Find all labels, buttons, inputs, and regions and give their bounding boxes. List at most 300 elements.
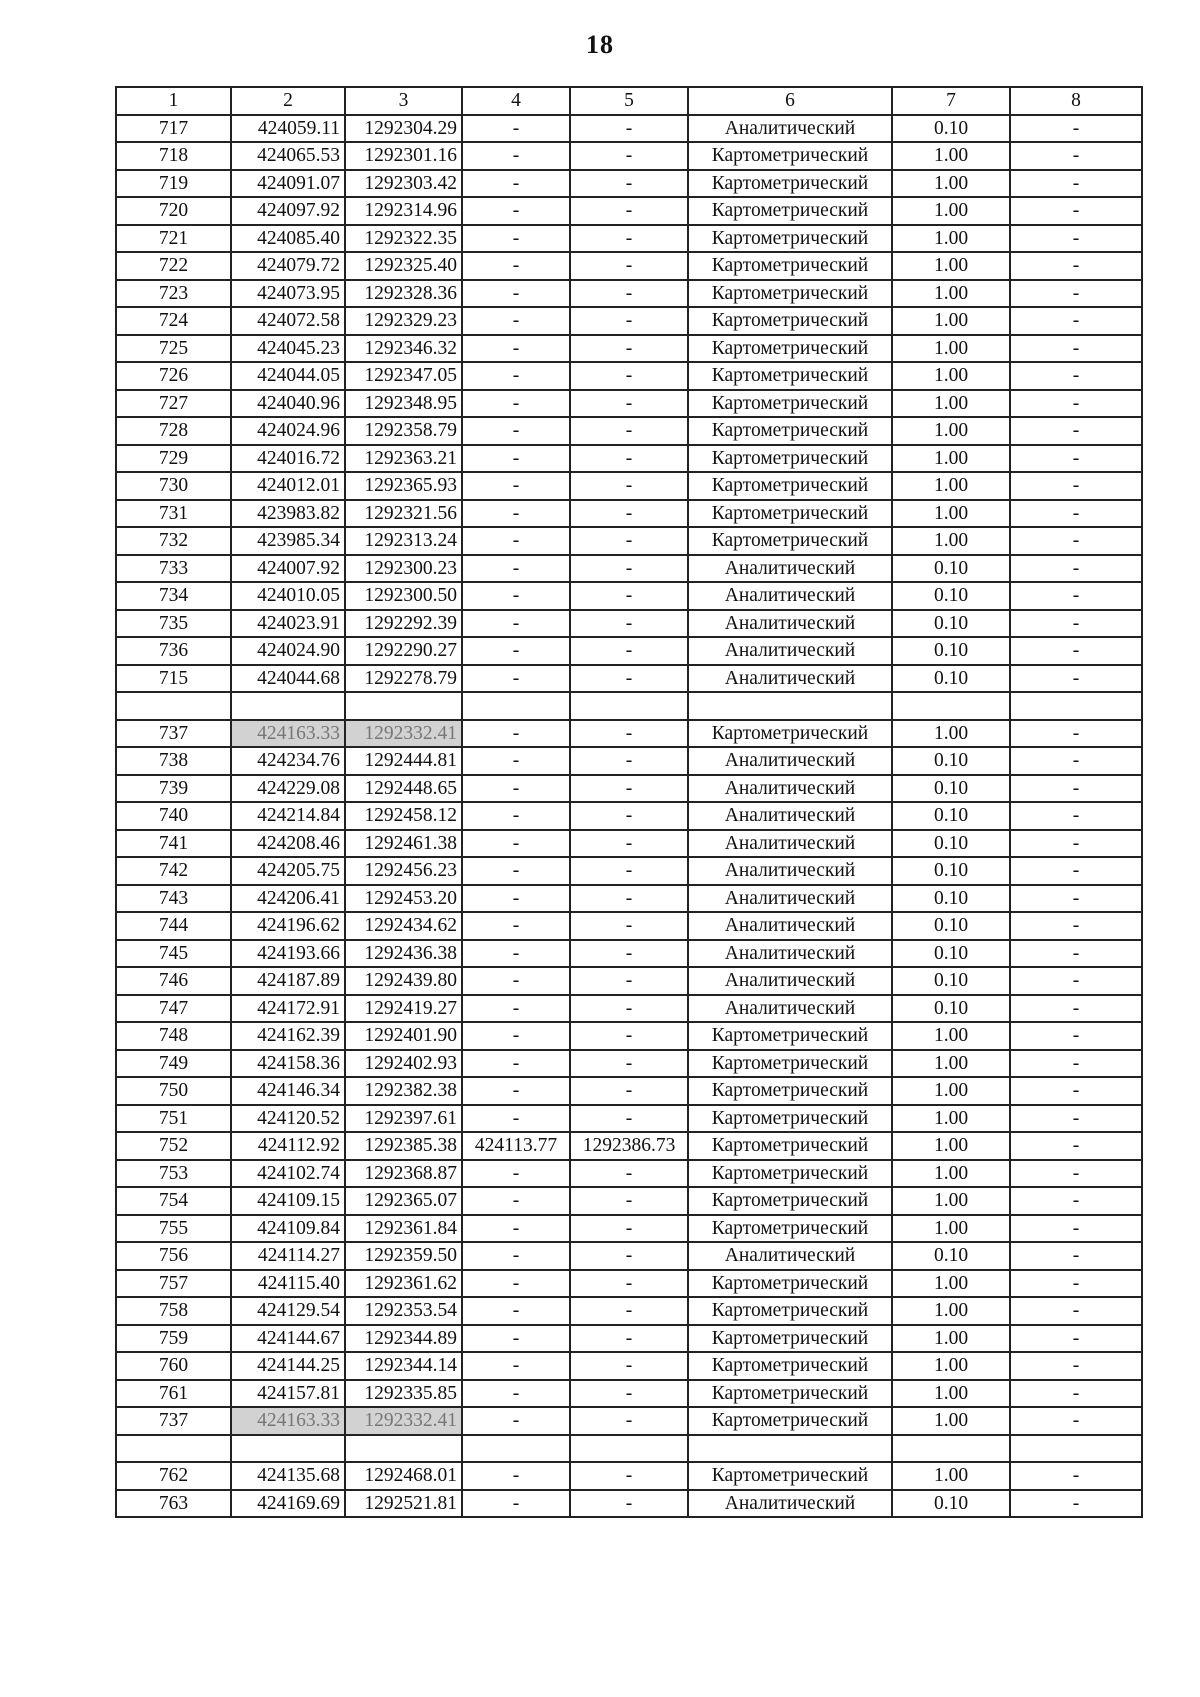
x-coordinate-cell: 424091.07: [231, 170, 345, 198]
x-alt-coordinate-cell: -: [462, 885, 570, 913]
method-cell: Аналитический: [688, 775, 892, 803]
method-cell: Картометрический: [688, 1050, 892, 1078]
x-alt-coordinate-cell: -: [462, 500, 570, 528]
note-cell: -: [1010, 582, 1142, 610]
y-coordinate-cell: 1292521.81: [345, 1490, 462, 1518]
x-coordinate-cell: 424234.76: [231, 747, 345, 775]
accuracy-cell: 0.10: [892, 637, 1010, 665]
y-coordinate-cell: 1292314.96: [345, 197, 462, 225]
accuracy-cell: 0.10: [892, 967, 1010, 995]
method-cell: Аналитический: [688, 610, 892, 638]
header-cell: 8: [1010, 87, 1142, 115]
method-cell: Картометрический: [688, 1022, 892, 1050]
table-row: [116, 1352, 1142, 1380]
accuracy-cell: 1.00: [892, 417, 1010, 445]
separator-row: [116, 692, 1142, 720]
note-cell: -: [1010, 1022, 1142, 1050]
note-cell: -: [1010, 747, 1142, 775]
x-coordinate-cell: 424023.91: [231, 610, 345, 638]
note-cell: -: [1010, 280, 1142, 308]
note-cell: -: [1010, 472, 1142, 500]
note-cell: -: [1010, 362, 1142, 390]
table-row: [116, 142, 1142, 170]
x-alt-coordinate-cell: -: [462, 417, 570, 445]
method-cell: Аналитический: [688, 912, 892, 940]
table-row: [116, 1242, 1142, 1270]
accuracy-cell: 1.00: [892, 307, 1010, 335]
y-alt-coordinate-cell: -: [570, 720, 688, 748]
y-alt-coordinate-cell: -: [570, 1105, 688, 1133]
point-number-cell: 750: [116, 1077, 231, 1105]
table-row: [116, 555, 1142, 583]
y-alt-coordinate-cell: -: [570, 1407, 688, 1435]
y-coordinate-cell: 1292344.14: [345, 1352, 462, 1380]
note-cell: -: [1010, 1490, 1142, 1518]
note-cell: -: [1010, 335, 1142, 363]
y-alt-coordinate-cell: -: [570, 665, 688, 693]
table-row: [116, 1490, 1142, 1518]
accuracy-cell: 1.00: [892, 1160, 1010, 1188]
table-row: [116, 362, 1142, 390]
x-alt-coordinate-cell: -: [462, 995, 570, 1023]
table-row: [116, 115, 1142, 143]
table-row: [116, 252, 1142, 280]
x-alt-coordinate-cell: -: [462, 1160, 570, 1188]
method-cell: Аналитический: [688, 665, 892, 693]
note-cell: -: [1010, 445, 1142, 473]
y-alt-coordinate-cell: -: [570, 1187, 688, 1215]
method-cell: Картометрический: [688, 1187, 892, 1215]
y-alt-coordinate-cell: -: [570, 995, 688, 1023]
point-number-cell: 757: [116, 1270, 231, 1298]
x-coordinate-cell: 424214.84: [231, 802, 345, 830]
x-coordinate-cell: 424073.95: [231, 280, 345, 308]
page-number: 18: [586, 30, 614, 59]
table-row: [116, 857, 1142, 885]
table-row: [116, 1270, 1142, 1298]
y-coordinate-cell: 1292397.61: [345, 1105, 462, 1133]
x-coordinate-cell: 423985.34: [231, 527, 345, 555]
note-cell: -: [1010, 527, 1142, 555]
x-alt-coordinate-cell: -: [462, 775, 570, 803]
point-number-cell: 723: [116, 280, 231, 308]
y-alt-coordinate-cell: -: [570, 1242, 688, 1270]
point-number-cell: 754: [116, 1187, 231, 1215]
y-coordinate-cell: 1292458.12: [345, 802, 462, 830]
x-coordinate-cell: 423983.82: [231, 500, 345, 528]
y-coordinate-cell: 1292359.50: [345, 1242, 462, 1270]
method-cell: Аналитический: [688, 885, 892, 913]
accuracy-cell: 0.10: [892, 1490, 1010, 1518]
point-number-cell: 718: [116, 142, 231, 170]
y-alt-coordinate-cell: -: [570, 1352, 688, 1380]
point-number-cell: 727: [116, 390, 231, 418]
x-alt-coordinate-cell: -: [462, 1022, 570, 1050]
table-row: [116, 610, 1142, 638]
x-coordinate-cell: 424163.33: [231, 1407, 345, 1435]
accuracy-cell: 1.00: [892, 170, 1010, 198]
accuracy-cell: 1.00: [892, 1297, 1010, 1325]
method-cell: Аналитический: [688, 940, 892, 968]
table-row: [116, 390, 1142, 418]
x-alt-coordinate-cell: -: [462, 472, 570, 500]
empty-cell: [116, 1435, 231, 1463]
x-alt-coordinate-cell: -: [462, 197, 570, 225]
x-coordinate-cell: 424102.74: [231, 1160, 345, 1188]
table-row: [116, 637, 1142, 665]
point-number-cell: 756: [116, 1242, 231, 1270]
point-number-cell: 739: [116, 775, 231, 803]
y-coordinate-cell: 1292335.85: [345, 1380, 462, 1408]
accuracy-cell: 1.00: [892, 280, 1010, 308]
accuracy-cell: 1.00: [892, 1187, 1010, 1215]
table-row: [116, 417, 1142, 445]
y-coordinate-cell: 1292365.93: [345, 472, 462, 500]
y-alt-coordinate-cell: -: [570, 940, 688, 968]
y-alt-coordinate-cell: -: [570, 857, 688, 885]
method-cell: Аналитический: [688, 830, 892, 858]
table-row: [116, 1105, 1142, 1133]
y-coordinate-cell: 1292300.50: [345, 582, 462, 610]
accuracy-cell: 1.00: [892, 1105, 1010, 1133]
y-coordinate-cell: 1292363.21: [345, 445, 462, 473]
table-row: [116, 445, 1142, 473]
x-alt-coordinate-cell: -: [462, 830, 570, 858]
accuracy-cell: 0.10: [892, 912, 1010, 940]
method-cell: Аналитический: [688, 995, 892, 1023]
empty-cell: [1010, 1435, 1142, 1463]
point-number-cell: 720: [116, 197, 231, 225]
point-number-cell: 753: [116, 1160, 231, 1188]
x-coordinate-cell: 424146.34: [231, 1077, 345, 1105]
accuracy-cell: 0.10: [892, 885, 1010, 913]
method-cell: Картометрический: [688, 252, 892, 280]
y-coordinate-cell: 1292346.32: [345, 335, 462, 363]
note-cell: -: [1010, 417, 1142, 445]
x-coordinate-cell: 424072.58: [231, 307, 345, 335]
point-number-cell: 760: [116, 1352, 231, 1380]
x-alt-coordinate-cell: -: [462, 225, 570, 253]
y-alt-coordinate-cell: -: [570, 1270, 688, 1298]
method-cell: Аналитический: [688, 582, 892, 610]
x-alt-coordinate-cell: -: [462, 610, 570, 638]
y-alt-coordinate-cell: -: [570, 362, 688, 390]
table-row: [116, 1022, 1142, 1050]
y-alt-coordinate-cell: -: [570, 142, 688, 170]
y-alt-coordinate-cell: -: [570, 1077, 688, 1105]
point-number-cell: 733: [116, 555, 231, 583]
x-alt-coordinate-cell: -: [462, 142, 570, 170]
x-alt-coordinate-cell: -: [462, 280, 570, 308]
point-number-cell: 734: [116, 582, 231, 610]
note-cell: -: [1010, 1462, 1142, 1490]
header-row: [116, 87, 1142, 115]
x-coordinate-cell: 424129.54: [231, 1297, 345, 1325]
table-row: [116, 1462, 1142, 1490]
table-row: [116, 1050, 1142, 1078]
empty-cell: [570, 692, 688, 720]
x-alt-coordinate-cell: -: [462, 335, 570, 363]
table-row: [116, 995, 1142, 1023]
empty-cell: [1010, 692, 1142, 720]
x-coordinate-cell: 424079.72: [231, 252, 345, 280]
x-alt-coordinate-cell: -: [462, 445, 570, 473]
x-coordinate-cell: 424135.68: [231, 1462, 345, 1490]
y-coordinate-cell: 1292303.42: [345, 170, 462, 198]
note-cell: -: [1010, 1160, 1142, 1188]
x-alt-coordinate-cell: -: [462, 967, 570, 995]
y-alt-coordinate-cell: 1292386.73: [570, 1132, 688, 1160]
x-alt-coordinate-cell: -: [462, 527, 570, 555]
x-alt-coordinate-cell: -: [462, 1297, 570, 1325]
table-row: [116, 225, 1142, 253]
y-coordinate-cell: 1292332.41: [345, 1407, 462, 1435]
note-cell: -: [1010, 225, 1142, 253]
point-number-cell: 763: [116, 1490, 231, 1518]
y-alt-coordinate-cell: -: [570, 830, 688, 858]
method-cell: Картометрический: [688, 142, 892, 170]
accuracy-cell: 1.00: [892, 1462, 1010, 1490]
accuracy-cell: 1.00: [892, 1380, 1010, 1408]
x-alt-coordinate-cell: -: [462, 170, 570, 198]
x-coordinate-cell: 424193.66: [231, 940, 345, 968]
point-number-cell: 715: [116, 665, 231, 693]
point-number-cell: 725: [116, 335, 231, 363]
x-alt-coordinate-cell: -: [462, 720, 570, 748]
method-cell: Аналитический: [688, 1242, 892, 1270]
accuracy-cell: 1.00: [892, 472, 1010, 500]
note-cell: -: [1010, 115, 1142, 143]
x-alt-coordinate-cell: -: [462, 1270, 570, 1298]
note-cell: -: [1010, 802, 1142, 830]
accuracy-cell: 1.00: [892, 142, 1010, 170]
y-alt-coordinate-cell: -: [570, 307, 688, 335]
header-cell: 3: [345, 87, 462, 115]
x-alt-coordinate-cell: -: [462, 665, 570, 693]
y-coordinate-cell: 1292328.36: [345, 280, 462, 308]
y-coordinate-cell: 1292304.29: [345, 115, 462, 143]
note-cell: -: [1010, 1077, 1142, 1105]
point-number-cell: 746: [116, 967, 231, 995]
x-coordinate-cell: 424044.68: [231, 665, 345, 693]
note-cell: -: [1010, 1407, 1142, 1435]
y-coordinate-cell: 1292368.87: [345, 1160, 462, 1188]
table-row: [116, 665, 1142, 693]
x-coordinate-cell: 424172.91: [231, 995, 345, 1023]
y-alt-coordinate-cell: -: [570, 417, 688, 445]
note-cell: -: [1010, 1242, 1142, 1270]
accuracy-cell: 1.00: [892, 225, 1010, 253]
table-row: [116, 500, 1142, 528]
note-cell: -: [1010, 1132, 1142, 1160]
table-row: [116, 940, 1142, 968]
y-alt-coordinate-cell: -: [570, 885, 688, 913]
x-coordinate-cell: 424144.67: [231, 1325, 345, 1353]
point-number-cell: 737: [116, 1407, 231, 1435]
x-alt-coordinate-cell: -: [462, 1325, 570, 1353]
x-coordinate-cell: 424157.81: [231, 1380, 345, 1408]
table-row: [116, 912, 1142, 940]
y-alt-coordinate-cell: -: [570, 1297, 688, 1325]
method-cell: Аналитический: [688, 967, 892, 995]
empty-cell: [688, 1435, 892, 1463]
method-cell: Аналитический: [688, 1490, 892, 1518]
x-alt-coordinate-cell: -: [462, 252, 570, 280]
method-cell: Картометрический: [688, 362, 892, 390]
table-row: [116, 1215, 1142, 1243]
point-number-cell: 740: [116, 802, 231, 830]
accuracy-cell: 1.00: [892, 197, 1010, 225]
y-coordinate-cell: 1292361.62: [345, 1270, 462, 1298]
table-row: [116, 1407, 1142, 1435]
x-alt-coordinate-cell: -: [462, 307, 570, 335]
accuracy-cell: 1.00: [892, 1215, 1010, 1243]
x-coordinate-cell: 424229.08: [231, 775, 345, 803]
table-row: [116, 1160, 1142, 1188]
point-number-cell: 736: [116, 637, 231, 665]
y-alt-coordinate-cell: -: [570, 197, 688, 225]
header-cell: 2: [231, 87, 345, 115]
y-coordinate-cell: 1292329.23: [345, 307, 462, 335]
y-coordinate-cell: 1292402.93: [345, 1050, 462, 1078]
accuracy-cell: 1.00: [892, 252, 1010, 280]
method-cell: Картометрический: [688, 1407, 892, 1435]
point-number-cell: 744: [116, 912, 231, 940]
note-cell: -: [1010, 940, 1142, 968]
note-cell: -: [1010, 390, 1142, 418]
note-cell: -: [1010, 775, 1142, 803]
table-body: [116, 87, 1142, 1517]
x-alt-coordinate-cell: -: [462, 1352, 570, 1380]
table-row: [116, 472, 1142, 500]
method-cell: Аналитический: [688, 637, 892, 665]
y-coordinate-cell: 1292300.23: [345, 555, 462, 583]
method-cell: Картометрический: [688, 527, 892, 555]
x-alt-coordinate-cell: 424113.77: [462, 1132, 570, 1160]
point-number-cell: 751: [116, 1105, 231, 1133]
accuracy-cell: 1.00: [892, 1022, 1010, 1050]
method-cell: Картометрический: [688, 417, 892, 445]
point-number-cell: 741: [116, 830, 231, 858]
table-row: [116, 1187, 1142, 1215]
x-coordinate-cell: 424144.25: [231, 1352, 345, 1380]
note-cell: -: [1010, 1325, 1142, 1353]
empty-cell: [570, 1435, 688, 1463]
point-number-cell: 731: [116, 500, 231, 528]
accuracy-cell: 0.10: [892, 610, 1010, 638]
point-number-cell: 728: [116, 417, 231, 445]
accuracy-cell: 1.00: [892, 1050, 1010, 1078]
note-cell: -: [1010, 1297, 1142, 1325]
note-cell: -: [1010, 1380, 1142, 1408]
point-number-cell: 722: [116, 252, 231, 280]
y-coordinate-cell: 1292322.35: [345, 225, 462, 253]
accuracy-cell: 1.00: [892, 1325, 1010, 1353]
point-number-cell: 724: [116, 307, 231, 335]
y-alt-coordinate-cell: -: [570, 390, 688, 418]
x-coordinate-cell: 424007.92: [231, 555, 345, 583]
x-coordinate-cell: 424205.75: [231, 857, 345, 885]
point-number-cell: 737: [116, 720, 231, 748]
method-cell: Аналитический: [688, 802, 892, 830]
x-coordinate-cell: 424196.62: [231, 912, 345, 940]
y-alt-coordinate-cell: -: [570, 252, 688, 280]
empty-cell: [231, 692, 345, 720]
x-coordinate-cell: 424208.46: [231, 830, 345, 858]
y-coordinate-cell: 1292278.79: [345, 665, 462, 693]
empty-cell: [345, 1435, 462, 1463]
note-cell: -: [1010, 720, 1142, 748]
point-number-cell: 730: [116, 472, 231, 500]
accuracy-cell: 0.10: [892, 775, 1010, 803]
accuracy-cell: 1.00: [892, 1407, 1010, 1435]
x-alt-coordinate-cell: -: [462, 362, 570, 390]
table-row: [116, 1325, 1142, 1353]
x-alt-coordinate-cell: -: [462, 1187, 570, 1215]
y-alt-coordinate-cell: -: [570, 1490, 688, 1518]
x-coordinate-cell: 424163.33: [231, 720, 345, 748]
method-cell: Картометрический: [688, 500, 892, 528]
y-alt-coordinate-cell: -: [570, 1215, 688, 1243]
note-cell: -: [1010, 610, 1142, 638]
method-cell: Картометрический: [688, 1270, 892, 1298]
x-alt-coordinate-cell: -: [462, 1105, 570, 1133]
empty-cell: [462, 692, 570, 720]
y-coordinate-cell: 1292419.27: [345, 995, 462, 1023]
accuracy-cell: 1.00: [892, 500, 1010, 528]
y-alt-coordinate-cell: -: [570, 527, 688, 555]
x-coordinate-cell: 424024.90: [231, 637, 345, 665]
x-alt-coordinate-cell: -: [462, 857, 570, 885]
y-alt-coordinate-cell: -: [570, 335, 688, 363]
y-coordinate-cell: 1292382.38: [345, 1077, 462, 1105]
accuracy-cell: 1.00: [892, 1077, 1010, 1105]
y-alt-coordinate-cell: -: [570, 912, 688, 940]
method-cell: Картометрический: [688, 225, 892, 253]
x-alt-coordinate-cell: -: [462, 390, 570, 418]
point-number-cell: 755: [116, 1215, 231, 1243]
point-number-cell: 748: [116, 1022, 231, 1050]
accuracy-cell: 1.00: [892, 527, 1010, 555]
point-number-cell: 729: [116, 445, 231, 473]
point-number-cell: 758: [116, 1297, 231, 1325]
y-alt-coordinate-cell: -: [570, 610, 688, 638]
x-coordinate-cell: 424206.41: [231, 885, 345, 913]
x-alt-coordinate-cell: -: [462, 912, 570, 940]
point-number-cell: 761: [116, 1380, 231, 1408]
y-coordinate-cell: 1292361.84: [345, 1215, 462, 1243]
point-number-cell: 732: [116, 527, 231, 555]
accuracy-cell: 0.10: [892, 555, 1010, 583]
accuracy-cell: 1.00: [892, 390, 1010, 418]
y-alt-coordinate-cell: -: [570, 445, 688, 473]
y-coordinate-cell: 1292301.16: [345, 142, 462, 170]
x-alt-coordinate-cell: -: [462, 747, 570, 775]
y-coordinate-cell: 1292401.90: [345, 1022, 462, 1050]
note-cell: -: [1010, 967, 1142, 995]
accuracy-cell: 0.10: [892, 115, 1010, 143]
note-cell: -: [1010, 197, 1142, 225]
table-row: [116, 1077, 1142, 1105]
accuracy-cell: 1.00: [892, 1352, 1010, 1380]
x-coordinate-cell: 424085.40: [231, 225, 345, 253]
accuracy-cell: 1.00: [892, 1132, 1010, 1160]
table-row: [116, 527, 1142, 555]
x-coordinate-cell: 424109.84: [231, 1215, 345, 1243]
y-alt-coordinate-cell: -: [570, 115, 688, 143]
table-row: [116, 747, 1142, 775]
note-cell: -: [1010, 912, 1142, 940]
